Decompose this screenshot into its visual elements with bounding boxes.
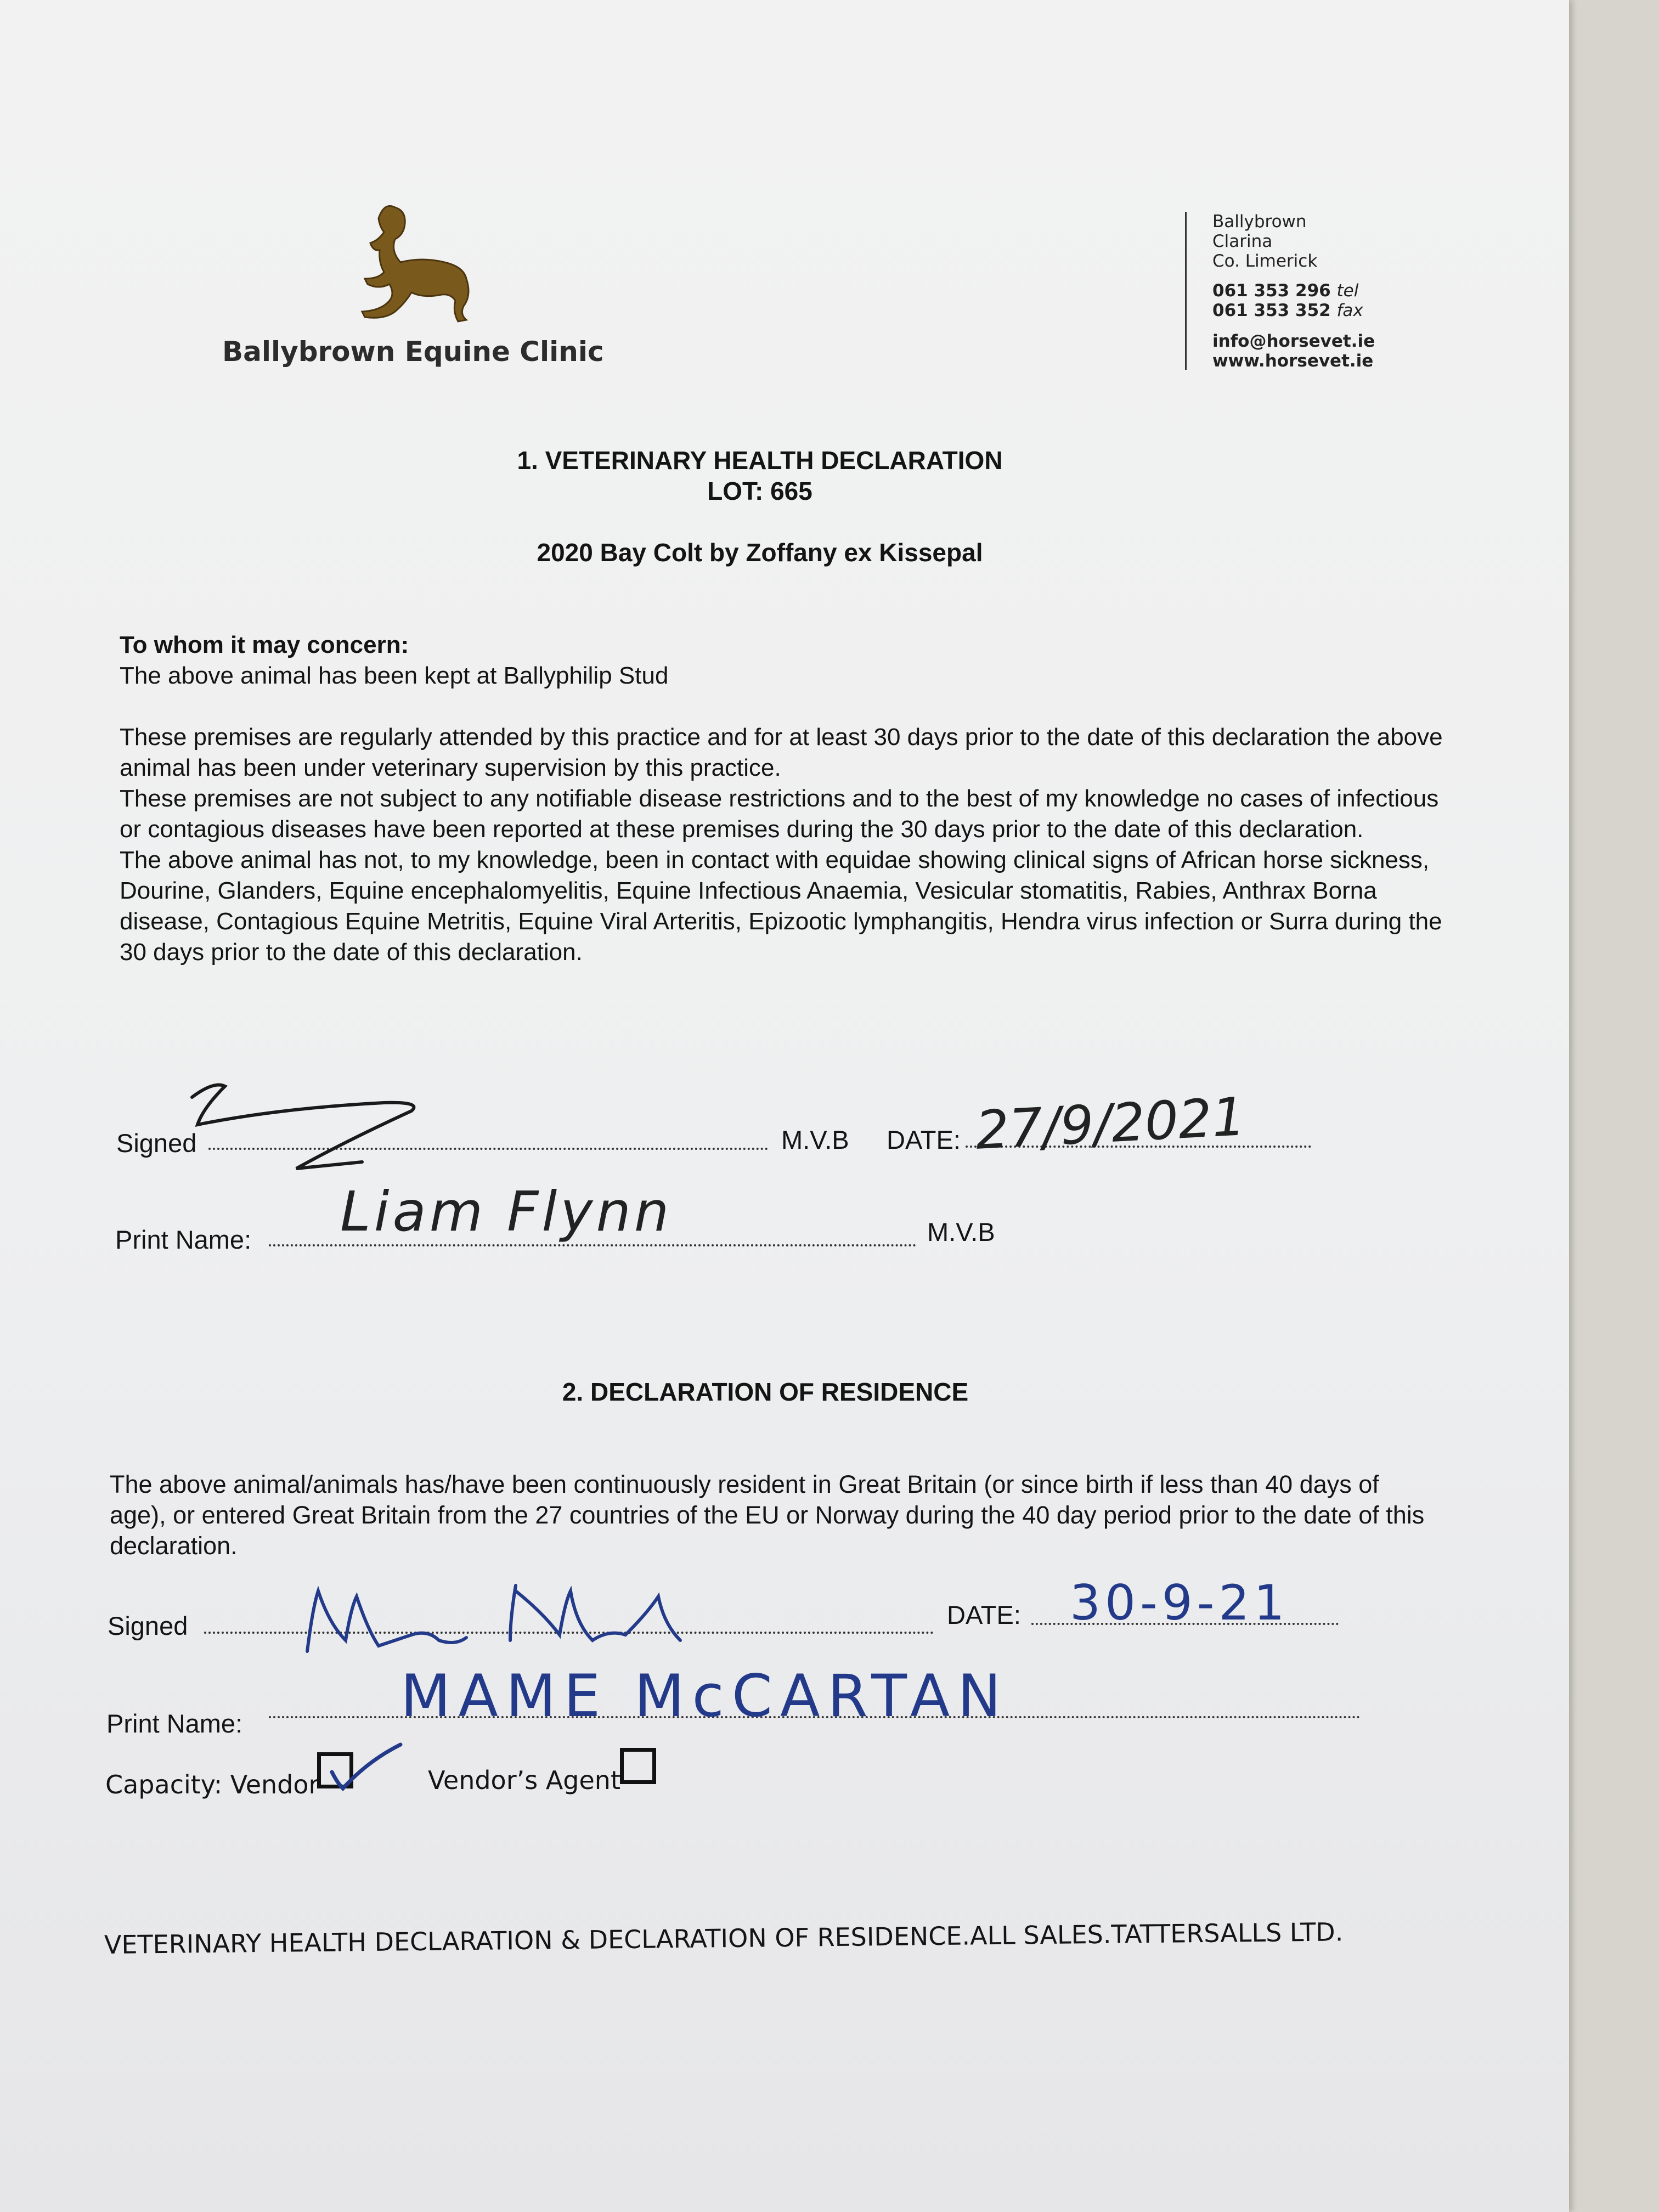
fax-label: fax <box>1336 301 1363 320</box>
kept-at: The above animal has been kept at Ballyphilip Stud <box>120 662 669 689</box>
date-value-2: 30-9-21 <box>1070 1575 1289 1631</box>
address-line-2: Clarina <box>1212 232 1273 251</box>
salutation-block <box>120 630 1458 691</box>
residence-body: The above animal/animals has/have been continuously resident in Great Britain (or since birth if less than 40 days of age), or entered Great Britain from the 27 countries of the EU or Norway during the 40 day period prior to the date of this declaration. <box>110 1470 1425 1560</box>
print-name-label-1: Print Name: <box>115 1225 252 1254</box>
signed-label-2: Signed <box>108 1611 188 1640</box>
mvb-label-1: M.V.B <box>781 1125 849 1154</box>
phone-label: tel <box>1336 281 1359 301</box>
animal-description: 2020 Bay Colt by Zoffany ex Kissepal <box>537 538 983 567</box>
section1-title: 1. VETERINARY HEALTH DECLARATION <box>517 446 1003 475</box>
vet-signature <box>181 1075 609 1190</box>
capacity-label: Capacity: Vendor <box>105 1770 319 1799</box>
date-value-1: 27/9/2021 <box>974 1086 1247 1161</box>
print-name-value-2: MAME McCARTAN <box>400 1662 1009 1730</box>
print-name-value-1: Liam Flynn <box>340 1180 673 1244</box>
declaration-paragraph-1: These premises are regularly attended by this practice and for at least 30 days prior to the date of this declaration the above animal has been under veterinary supervision by this practice. <box>120 724 1443 781</box>
print-name-label-2: Print Name: <box>106 1709 243 1738</box>
fax-number: 061 353 352 <box>1212 301 1331 320</box>
fax-line <box>1212 301 1363 320</box>
address-line-1: Ballybrown <box>1212 212 1307 232</box>
signed-label-1: Signed <box>116 1128 197 1158</box>
horse-logo-icon <box>340 202 483 328</box>
footer-text: VETERINARY HEALTH DECLARATION & DECLARATION OF RESIDENCE.ALL SALES.TATTERSALLS LTD. <box>104 1917 1344 1960</box>
lot-number: LOT: 665 <box>707 477 812 505</box>
clinic-name: Ballybrown Equine Clinic <box>222 336 604 368</box>
declaration-body <box>120 722 1458 968</box>
website: www.horsevet.ie <box>1212 351 1374 371</box>
address-line-3: Co. Limerick <box>1212 251 1318 271</box>
vendor-signature <box>285 1575 724 1662</box>
date-label-1: DATE: <box>887 1125 961 1154</box>
print-name-line-1 <box>269 1244 916 1246</box>
mvb-label-2: M.V.B <box>927 1217 995 1246</box>
date-label-2: DATE: <box>947 1600 1021 1629</box>
phone-number: 061 353 296 <box>1212 281 1331 301</box>
phone-line <box>1212 281 1358 301</box>
salutation: To whom it may concern: <box>120 631 409 658</box>
declaration-paragraph-2: These premises are not subject to any notifiable disease restrictions and to the best of my knowledge no cases of infectious or contagious diseases have been reported at these premises during the 30 days prior to the date of this declaration. <box>120 785 1439 843</box>
section2-title: 2. DECLARATION OF RESIDENCE <box>562 1378 969 1406</box>
email: info@horsevet.ie <box>1212 331 1375 351</box>
vendor-agent-checkbox[interactable] <box>620 1748 656 1784</box>
vendor-agent-label: Vendor’s Agent <box>428 1765 620 1795</box>
declaration-paragraph-3: The above animal has not, to my knowledge, been in contact with equidae showing clinical signs of African horse sickness, Dourine, Glanders, Equine encephalomyelitis, Equine Infectious Anaemia, Vesicular stomatitis, Rabies, Anthrax Borna disease, Contagious Equine Metritis, Equine Viral Arteritis, Epizootic lymphangitis, Hendra virus infection or Surra during the 30 days prior to the date of this declaration. <box>120 847 1442 966</box>
checkmark-icon <box>324 1739 406 1799</box>
letterhead-divider <box>1185 212 1187 370</box>
